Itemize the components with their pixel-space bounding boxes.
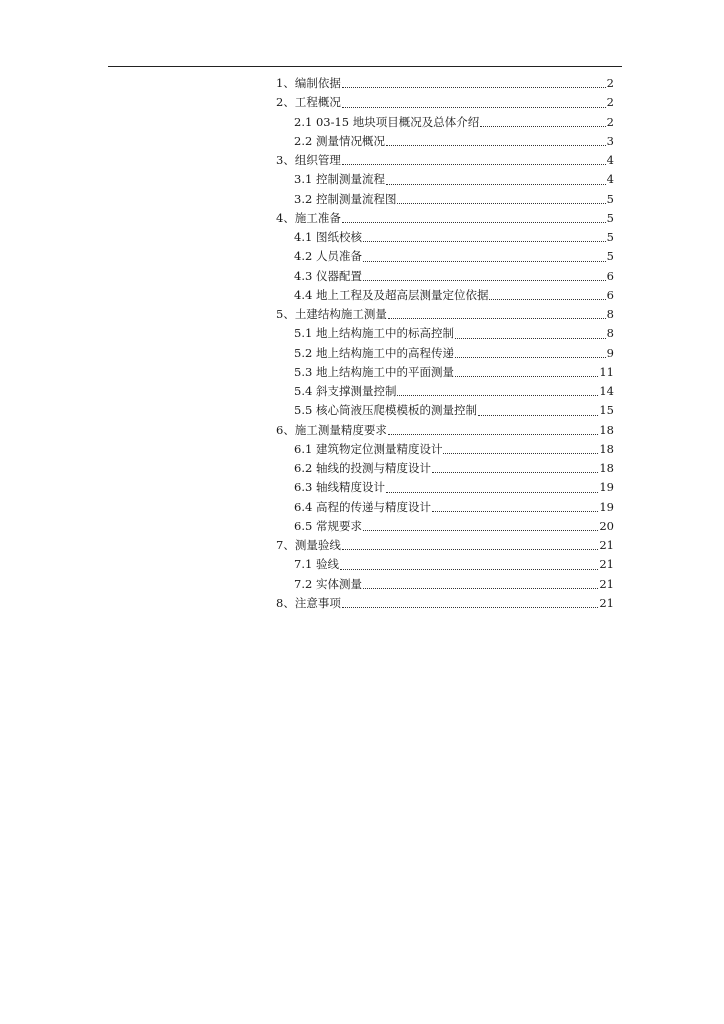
toc-dot-leader bbox=[363, 530, 598, 531]
toc-entry-page-number: 20 bbox=[599, 518, 614, 533]
toc-entry-title: 3、组织管理 bbox=[276, 153, 341, 167]
toc-entry[interactable] bbox=[276, 286, 614, 305]
toc-entry[interactable] bbox=[276, 401, 614, 420]
toc-dot-leader bbox=[386, 184, 606, 185]
toc-entry[interactable] bbox=[276, 344, 614, 363]
toc-entry-title: 4.3 仪器配置 bbox=[294, 268, 362, 283]
toc-dot-leader bbox=[432, 511, 598, 512]
toc-entry-page-number: 6 bbox=[606, 287, 614, 302]
toc-dot-leader bbox=[363, 280, 606, 281]
toc-dot-leader bbox=[386, 492, 598, 493]
toc-entry-page-number: 18 bbox=[599, 441, 614, 456]
toc-entry-title: 5.2 地上结构施工中的高程传递 bbox=[294, 345, 454, 360]
toc-entry-page-number: 15 bbox=[599, 403, 614, 418]
toc-entry-title: 4、施工准备 bbox=[276, 210, 341, 225]
toc-entry-title: 7、测量验线 bbox=[276, 538, 341, 552]
toc-dot-leader bbox=[363, 241, 606, 242]
toc-entry-title: 2.2 测量情况概况 bbox=[294, 133, 385, 148]
toc-entry-title: 6、施工测量精度要求 bbox=[276, 422, 387, 437]
toc-entry-page-number: 2 bbox=[606, 95, 614, 110]
toc-entry-page-number: 21 bbox=[599, 538, 614, 552]
toc-entry-title: 5.4 斜支撑测量控制 bbox=[294, 384, 397, 398]
toc-entry-title: 5.3 地上结构施工中的平面测量 bbox=[294, 364, 454, 379]
toc-dot-leader bbox=[363, 261, 606, 262]
toc-entry-title: 6.4 高程的传递与精度设计 bbox=[294, 499, 431, 514]
toc-dot-leader bbox=[397, 203, 605, 204]
toc-dot-leader bbox=[388, 434, 599, 435]
toc-dot-leader bbox=[342, 107, 606, 108]
toc-dot-leader bbox=[480, 126, 605, 127]
toc-entry-page-number: 18 bbox=[599, 461, 614, 475]
toc-entry-title: 7.2 实体测量 bbox=[294, 576, 362, 591]
toc-entry-page-number: 11 bbox=[599, 364, 614, 379]
toc-entry-page-number: 2 bbox=[606, 76, 614, 90]
toc-entry-title: 5、土建结构施工测量 bbox=[276, 307, 387, 321]
toc-entry[interactable] bbox=[276, 594, 614, 613]
toc-entry[interactable] bbox=[276, 190, 614, 209]
toc-entry-page-number: 21 bbox=[599, 557, 614, 572]
toc-dot-leader bbox=[432, 472, 598, 473]
toc-dot-leader bbox=[340, 569, 598, 570]
toc-entry[interactable] bbox=[276, 170, 614, 189]
toc-entry-title: 7.1 验线 bbox=[294, 557, 339, 572]
toc-dot-leader bbox=[342, 607, 599, 608]
toc-entry-title: 5.1 地上结构施工中的标高控制 bbox=[294, 326, 454, 341]
toc-entry-title: 6.3 轴线精度设计 bbox=[294, 480, 385, 495]
toc-entry-title: 4.4 地上工程及及超高层测量定位依据 bbox=[294, 287, 489, 302]
toc-dot-leader bbox=[478, 415, 598, 416]
toc-entry[interactable] bbox=[276, 93, 614, 112]
toc-entry-page-number: 8 bbox=[606, 307, 614, 321]
toc-entry-page-number: 4 bbox=[606, 153, 614, 167]
header-rule bbox=[108, 66, 622, 67]
toc-entry-page-number: 21 bbox=[599, 595, 614, 610]
toc-entry[interactable] bbox=[276, 74, 614, 93]
toc-entry[interactable] bbox=[276, 421, 614, 440]
toc-entry-title: 5.5 核心筒液压爬模模板的测量控制 bbox=[294, 403, 477, 418]
toc-dot-leader bbox=[455, 357, 606, 358]
toc-dot-leader bbox=[489, 299, 605, 300]
toc-entry-page-number: 19 bbox=[599, 499, 614, 514]
toc-entry-title: 4.2 人员准备 bbox=[294, 249, 362, 264]
toc-entry-title: 3.2 控制测量流程图 bbox=[294, 191, 397, 206]
toc-entry-page-number: 4 bbox=[606, 172, 614, 187]
toc-dot-leader bbox=[455, 338, 606, 339]
toc-entry[interactable] bbox=[276, 132, 614, 151]
toc-entry-page-number: 5 bbox=[606, 191, 614, 206]
toc-entry[interactable] bbox=[276, 440, 614, 459]
toc-entry[interactable] bbox=[276, 324, 614, 343]
toc-entry[interactable] bbox=[276, 267, 614, 286]
toc-entry-page-number: 14 bbox=[599, 384, 614, 398]
toc-entry[interactable] bbox=[276, 151, 614, 170]
toc-dot-leader bbox=[386, 145, 606, 146]
toc-dot-leader bbox=[342, 164, 606, 165]
toc-dot-leader bbox=[388, 318, 606, 319]
toc-entry-page-number: 3 bbox=[606, 133, 614, 148]
toc-entry-page-number: 5 bbox=[606, 210, 614, 225]
toc-entry-title: 6.1 建筑物定位测量精度设计 bbox=[294, 441, 443, 456]
toc-entry-title: 1、编制依据 bbox=[276, 76, 341, 90]
toc-entry-page-number: 21 bbox=[599, 576, 614, 591]
toc-entry-title: 6.5 常规要求 bbox=[294, 518, 362, 533]
toc-entry[interactable] bbox=[276, 555, 614, 574]
toc-entry[interactable] bbox=[276, 209, 614, 228]
toc-dot-leader bbox=[455, 376, 598, 377]
toc-entry[interactable] bbox=[276, 228, 614, 247]
toc-entry-page-number: 8 bbox=[606, 326, 614, 341]
toc-dot-leader bbox=[363, 588, 598, 589]
toc-dot-leader bbox=[397, 395, 598, 396]
toc-entry-page-number: 5 bbox=[606, 230, 614, 244]
toc-entry[interactable] bbox=[276, 478, 614, 497]
toc-entry[interactable] bbox=[276, 536, 614, 555]
toc-entry[interactable] bbox=[276, 113, 614, 132]
toc-entry-title: 2.1 03-15 地块项目概况及总体介绍 bbox=[294, 114, 480, 129]
toc-entry[interactable] bbox=[276, 517, 614, 536]
toc-entry[interactable] bbox=[276, 305, 614, 324]
toc-entry-page-number: 19 bbox=[599, 480, 614, 495]
toc-dot-leader bbox=[443, 453, 598, 454]
toc-entry-title: 4.1 图纸校核 bbox=[294, 230, 362, 244]
toc-entry-page-number: 2 bbox=[606, 114, 614, 129]
toc-entry-title: 3.1 控制测量流程 bbox=[294, 172, 385, 187]
toc-entry-page-number: 6 bbox=[606, 268, 614, 283]
table-of-contents bbox=[276, 74, 614, 613]
toc-dot-leader bbox=[342, 222, 606, 223]
toc-dot-leader bbox=[342, 549, 599, 550]
toc-entry[interactable] bbox=[276, 575, 614, 594]
toc-dot-leader bbox=[342, 87, 606, 88]
toc-entry-title: 8、注意事项 bbox=[276, 595, 341, 610]
toc-entry-title: 2、工程概况 bbox=[276, 95, 341, 110]
toc-entry-page-number: 18 bbox=[599, 422, 614, 437]
toc-entry[interactable] bbox=[276, 382, 614, 401]
toc-entry[interactable] bbox=[276, 363, 614, 382]
toc-entry[interactable] bbox=[276, 498, 614, 517]
toc-entry[interactable] bbox=[276, 247, 614, 266]
toc-entry-page-number: 5 bbox=[606, 249, 614, 264]
toc-entry-page-number: 9 bbox=[606, 345, 614, 360]
toc-entry[interactable] bbox=[276, 459, 614, 478]
toc-entry-title: 6.2 轴线的投测与精度设计 bbox=[294, 461, 431, 475]
